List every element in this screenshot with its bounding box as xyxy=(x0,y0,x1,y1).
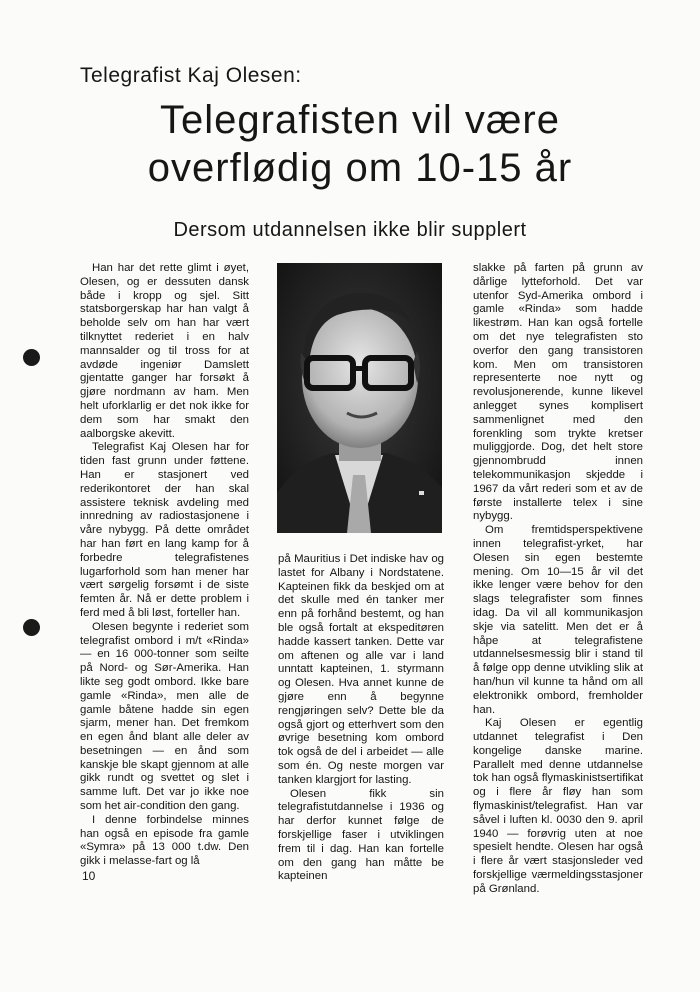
article-headline xyxy=(80,96,640,192)
headline-line: overflødig om 10-15 år xyxy=(147,146,573,190)
paragraph: Han har det rette glimt i øyet, Olesen, og er dessuten dansk både i kropp og sjel. Sitt statsborgerskap har han valgt å beholde selv om han har vært tilknyttet rederiet i en halv mannsalder og til tross for at avdøde ingeniør Damslett gjentatte ganger har forsøkt å gjøre nordmann av ham. Men helt uforklarlig er det nok ikke for dem som har smakt den aalborgske akevitt. xyxy=(80,262,249,440)
text-column-1 xyxy=(80,262,249,869)
article-subheadline: Dersom utdannelsen ikke blir supplert xyxy=(173,219,527,241)
paragraph: Om fremtidsperspektivene innen telegrafist-yrket, har Olesen sin egen bestemte mening. Om 10—15 år vil det ikke lenger være behov for den slags telegrafister som finnes idag. Da vil all kommunikasjon skje via satelitt. Men det er å håpe at telegrafistene utdannelsesmessig blir i stand til å følge opp denne utvikling slik at han/hun vil kunne ta hånd om all elektronikk ombord, fremholder han. xyxy=(473,524,643,716)
page-number: 10 xyxy=(82,869,96,883)
paragraph: på Mauritius i Det indiske hav og lastet for Albany i Nordstatene. Kapteinen fikk da beskjed om at det skulle med én tanker mer enn på forhånd bestemt, og han ble også fortalt at ekspeditøren hadde kassert tanken. Dette var om aftenen og alle var i land unntatt kapteinen, 1. styrmann og Olesen. Hva annet kunne de gjøre enn å begynne rengjøringen selv? Dette ble da også gjort og etterhvert som den øvrige besetning kom ombord tok også de del i arbeidet — alle som én. Og neste morgen var tanken klargjort for lasting. xyxy=(278,553,444,786)
article-kicker: Telegrafist Kaj Olesen: xyxy=(80,64,302,87)
text-column-3 xyxy=(473,262,643,897)
paragraph: Olesen begynte i rederiet som telegrafist ombord i m/t «Rinda» — en 16 000-tonner som seilte på Nord- og Sør-Amerika. Han likte seg godt ombord. Ikke bare gamle «Rinda», men alle de gamle båtene hadde sin egen sjarm, mener han. Det fremkom en egen ånd blant alle deler av besetningen — en ånd som kanskje ble skapt gjennom at alle gikk rundt og svettet og slet i samme luft. Det var jo ikke noe som het air-condition den gang. xyxy=(80,620,249,813)
binder-hole xyxy=(23,349,40,366)
paragraph: slakke på farten på grunn av dårlige lytteforhold. Det var utenfor Syd-Amerika ombord i gamle «Rinda» som hadde likestrøm. Han kan også fortelle om det nye telegrafisten sto overfor den gang transistoren kom. Men om transistoren representerte noe nytt og revolusjonerende, kunne likevel anlegget synes komplisert sammenlignet med den forenkling som trykte kretser muliggjorde. Dog, det helt store gjennombrudd innen telekommunikasjon skjedde i 1967 da vårt rederi som et av de første installerte telex i sine nybygg. xyxy=(473,262,643,523)
paragraph: Olesen fikk sin telegrafistutdannelse i 1936 og har derfor kunnet følge de forskjellige faser i utviklingen frem til i dag. Han kan fortelle om den gang han måtte be kapteinen xyxy=(278,787,444,883)
text-column-2 xyxy=(278,553,444,884)
binder-hole xyxy=(23,619,40,636)
paragraph: Kaj Olesen er egentlig utdannet telegrafist i Den kongelige danske marine. Parallelt med denne utdannelse tok han også flymaskinistsertifikat og i flere år fløy han som flymaskinist/telegrafist. Han var såvel i luften kl. 0030 den 9. april 1940 — forøvrig uten at noe spesielt hendte. Olesen har også i flere år vært stasjonsleder ved forskjellige værmeldingsstasjoner på Grønland. xyxy=(473,717,643,895)
headline-line: Telegrafisten vil være xyxy=(160,98,560,142)
paragraph: I denne forbindelse minnes han også en episode fra gamle «Symra» på 13 000 t.dw. Den gikk i melasse-fart og lå xyxy=(80,813,249,868)
portrait-illustration xyxy=(277,263,442,533)
paragraph: Telegrafist Kaj Olesen har for tiden fast grunn under føttene. Han er stasjonert ved rederikontoret der han skal assistere teknisk avdeling med innredning av radiostasjonene i våre nybygg. På dette området har han ført en lang kamp for å forbedre telegrafistenes lugarforhold som han mener har vært sørgelig forsømt i de siste femten år. Nå er dette problem i ferd med å bli løst, forteller han. xyxy=(80,441,249,619)
portrait-photo xyxy=(277,263,442,533)
